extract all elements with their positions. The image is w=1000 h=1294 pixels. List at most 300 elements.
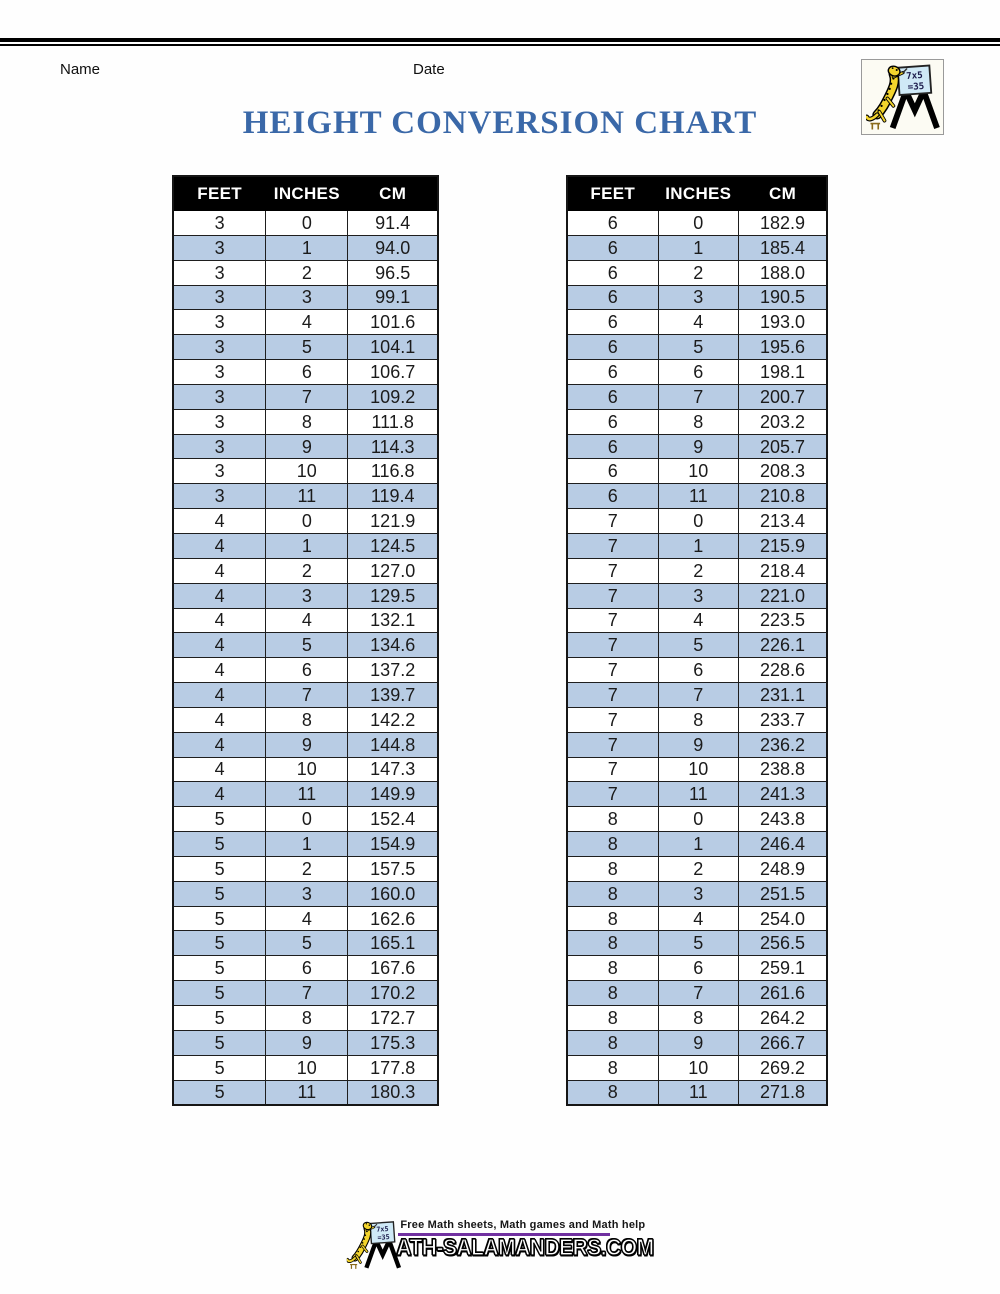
- table-cell: 132.1: [348, 608, 438, 633]
- table-cell: 2: [658, 260, 739, 285]
- table-cell: 6: [266, 658, 348, 683]
- table-cell: 7: [567, 608, 658, 633]
- table-cell: 4: [658, 608, 739, 633]
- table-cell: 208.3: [739, 459, 827, 484]
- table-row: [173, 335, 438, 360]
- table-cell: 259.1: [739, 956, 827, 981]
- table-cell: 238.8: [739, 757, 827, 782]
- table-row: [567, 981, 827, 1006]
- table-cell: 0: [266, 509, 348, 534]
- table-row: [567, 807, 827, 832]
- table-row: [173, 906, 438, 931]
- table-cell: 3: [266, 583, 348, 608]
- table-cell: 5: [173, 981, 266, 1006]
- table-cell: 271.8: [739, 1080, 827, 1105]
- table-cell: 11: [658, 1080, 739, 1105]
- table-cell: 4: [173, 608, 266, 633]
- table-row: [567, 384, 827, 409]
- table-row: [173, 459, 438, 484]
- table-cell: 8: [567, 931, 658, 956]
- table-cell: 10: [658, 757, 739, 782]
- table-cell: 11: [266, 1080, 348, 1105]
- table-row: [173, 658, 438, 683]
- table-row: [173, 310, 438, 335]
- table-cell: 109.2: [348, 384, 438, 409]
- table-cell: 9: [266, 732, 348, 757]
- table-row: [173, 856, 438, 881]
- table-cell: 10: [266, 459, 348, 484]
- table-row: [567, 285, 827, 310]
- column-header-feet: FEET: [567, 176, 658, 211]
- table-cell: 223.5: [739, 608, 827, 633]
- table-cell: 129.5: [348, 583, 438, 608]
- footer-wordmark: ATH-SALAMANDERS.COM: [396, 1235, 654, 1261]
- table-cell: 4: [173, 558, 266, 583]
- table-cell: 5: [266, 335, 348, 360]
- header-rule: [0, 38, 1000, 46]
- name-label: Name: [60, 61, 101, 78]
- table-cell: 7: [567, 732, 658, 757]
- table-cell: 6: [266, 360, 348, 385]
- table-cell: 236.2: [739, 732, 827, 757]
- table-cell: 6: [567, 434, 658, 459]
- table-cell: 3: [173, 260, 266, 285]
- table-cell: 6: [658, 360, 739, 385]
- table-cell: 213.4: [739, 509, 827, 534]
- table-row: [173, 608, 438, 633]
- table-row: [567, 409, 827, 434]
- table-cell: 7: [266, 683, 348, 708]
- table-cell: 5: [173, 906, 266, 931]
- table-cell: 9: [658, 1030, 739, 1055]
- table-cell: 228.6: [739, 658, 827, 683]
- table-cell: 1: [266, 832, 348, 857]
- table-cell: 5: [173, 807, 266, 832]
- table-cell: 4: [266, 608, 348, 633]
- table-row: [173, 832, 438, 857]
- table-cell: 6: [567, 360, 658, 385]
- table-row: [173, 956, 438, 981]
- table-cell: 231.1: [739, 683, 827, 708]
- table-row: [567, 1080, 827, 1105]
- table-row: [173, 583, 438, 608]
- table-cell: 10: [266, 1055, 348, 1080]
- table-row: [567, 459, 827, 484]
- table-cell: 6: [567, 335, 658, 360]
- table-cell: 193.0: [739, 310, 827, 335]
- table-cell: 6: [567, 459, 658, 484]
- table-cell: 167.6: [348, 956, 438, 981]
- table-cell: 9: [658, 434, 739, 459]
- table-cell: 9: [266, 434, 348, 459]
- table-cell: 4: [173, 509, 266, 534]
- table-cell: 6: [567, 384, 658, 409]
- table-cell: 104.1: [348, 335, 438, 360]
- table-cell: 111.8: [348, 409, 438, 434]
- table-cell: 7: [658, 981, 739, 1006]
- table-cell: 233.7: [739, 707, 827, 732]
- table-cell: 116.8: [348, 459, 438, 484]
- table-cell: 5: [658, 931, 739, 956]
- date-label: Date: [413, 61, 445, 78]
- table-cell: 149.9: [348, 782, 438, 807]
- table-cell: 7: [567, 533, 658, 558]
- table-row: [567, 608, 827, 633]
- table-cell: 10: [266, 757, 348, 782]
- table-cell: 7: [567, 707, 658, 732]
- table-cell: 9: [658, 732, 739, 757]
- table-row: [173, 881, 438, 906]
- table-cell: 1: [266, 235, 348, 260]
- table-cell: 8: [567, 1030, 658, 1055]
- table-cell: 0: [658, 211, 739, 236]
- table-cell: 3: [658, 881, 739, 906]
- table-cell: 264.2: [739, 1006, 827, 1031]
- table-cell: 3: [173, 360, 266, 385]
- table-row: [173, 931, 438, 956]
- table-cell: 1: [658, 235, 739, 260]
- table-row: [173, 434, 438, 459]
- table-cell: 3: [173, 235, 266, 260]
- table-row: [173, 707, 438, 732]
- table-cell: 7: [567, 633, 658, 658]
- table-cell: 165.1: [348, 931, 438, 956]
- table-row: [173, 235, 438, 260]
- table-cell: 160.0: [348, 881, 438, 906]
- table-cell: 3: [173, 459, 266, 484]
- table-row: [567, 658, 827, 683]
- table-row: [567, 881, 827, 906]
- table-cell: 7: [567, 683, 658, 708]
- table-row: [173, 360, 438, 385]
- column-header-cm: CM: [348, 176, 438, 211]
- table-cell: 3: [266, 881, 348, 906]
- table-cell: 11: [658, 782, 739, 807]
- table-cell: 3: [266, 285, 348, 310]
- table-cell: 5: [173, 832, 266, 857]
- table-row: [567, 260, 827, 285]
- footer-text-block: [392, 1219, 653, 1259]
- table-cell: 221.0: [739, 583, 827, 608]
- table-cell: 137.2: [348, 658, 438, 683]
- table-cell: 157.5: [348, 856, 438, 881]
- table-cell: 142.2: [348, 707, 438, 732]
- table-row: [567, 509, 827, 534]
- table-cell: 152.4: [348, 807, 438, 832]
- table-cell: 226.1: [739, 633, 827, 658]
- table-row: [567, 856, 827, 881]
- table-row: [567, 707, 827, 732]
- table-cell: 8: [567, 881, 658, 906]
- table-cell: 2: [658, 558, 739, 583]
- table-cell: 5: [173, 931, 266, 956]
- table-cell: 9: [266, 1030, 348, 1055]
- table-cell: 94.0: [348, 235, 438, 260]
- table-row: [567, 360, 827, 385]
- table-cell: 139.7: [348, 683, 438, 708]
- table-cell: 4: [173, 683, 266, 708]
- table-cell: 170.2: [348, 981, 438, 1006]
- table-cell: 8: [567, 832, 658, 857]
- table-cell: 218.4: [739, 558, 827, 583]
- height-conversion-table-left: [172, 175, 439, 1106]
- table-cell: 8: [266, 409, 348, 434]
- table-cell: 210.8: [739, 484, 827, 509]
- table-cell: 261.6: [739, 981, 827, 1006]
- table-cell: 215.9: [739, 533, 827, 558]
- table-cell: 10: [658, 459, 739, 484]
- table-cell: 11: [658, 484, 739, 509]
- table-cell: 127.0: [348, 558, 438, 583]
- table-cell: 4: [658, 310, 739, 335]
- table-cell: 241.3: [739, 782, 827, 807]
- table-cell: 4: [173, 658, 266, 683]
- table-row: [173, 782, 438, 807]
- table-cell: 5: [173, 881, 266, 906]
- table-cell: 4: [266, 310, 348, 335]
- table-cell: 11: [266, 484, 348, 509]
- table-row: [567, 732, 827, 757]
- table-row: [567, 533, 827, 558]
- table-row: [567, 683, 827, 708]
- table-row: [567, 235, 827, 260]
- table-cell: 106.7: [348, 360, 438, 385]
- table-row: [173, 633, 438, 658]
- height-conversion-table-right: [566, 175, 828, 1106]
- table-cell: 3: [658, 285, 739, 310]
- table-cell: 190.5: [739, 285, 827, 310]
- table-cell: 6: [567, 285, 658, 310]
- table-cell: 5: [173, 1055, 266, 1080]
- table-cell: 101.6: [348, 310, 438, 335]
- table-cell: 185.4: [739, 235, 827, 260]
- table-cell: 134.6: [348, 633, 438, 658]
- table-cell: 121.9: [348, 509, 438, 534]
- table-cell: 119.4: [348, 484, 438, 509]
- table-row: [173, 1055, 438, 1080]
- table-row: [567, 832, 827, 857]
- table-cell: 5: [658, 335, 739, 360]
- table-cell: 0: [658, 807, 739, 832]
- table-cell: 177.8: [348, 1055, 438, 1080]
- table-cell: 188.0: [739, 260, 827, 285]
- table-cell: 7: [266, 384, 348, 409]
- table-header-row: [567, 176, 827, 211]
- table-row: [173, 1006, 438, 1031]
- table-row: [173, 757, 438, 782]
- table-cell: 6: [266, 956, 348, 981]
- table-cell: 7: [567, 757, 658, 782]
- table-cell: 266.7: [739, 1030, 827, 1055]
- table-row: [567, 583, 827, 608]
- table-cell: 8: [658, 707, 739, 732]
- table-cell: 5: [266, 633, 348, 658]
- table-row: [567, 558, 827, 583]
- table-cell: 7: [567, 658, 658, 683]
- table-cell: 144.8: [348, 732, 438, 757]
- table-cell: 6: [567, 484, 658, 509]
- table-cell: 3: [173, 310, 266, 335]
- table-cell: 5: [266, 931, 348, 956]
- page-title: HEIGHT CONVERSION CHART: [242, 105, 758, 141]
- table-cell: 8: [567, 856, 658, 881]
- table-header-row: [173, 176, 438, 211]
- table-cell: 6: [567, 235, 658, 260]
- table-cell: 205.7: [739, 434, 827, 459]
- table-cell: 8: [567, 1055, 658, 1080]
- table-cell: 8: [658, 409, 739, 434]
- table-cell: 6: [567, 211, 658, 236]
- table-cell: 180.3: [348, 1080, 438, 1105]
- table-cell: 4: [173, 707, 266, 732]
- table-cell: 2: [266, 558, 348, 583]
- table-cell: 251.5: [739, 881, 827, 906]
- table-cell: 7: [658, 384, 739, 409]
- table-cell: 11: [266, 782, 348, 807]
- table-cell: 7: [567, 583, 658, 608]
- table-cell: 248.9: [739, 856, 827, 881]
- table-cell: 147.3: [348, 757, 438, 782]
- table-cell: 4: [173, 757, 266, 782]
- table-row: [173, 1080, 438, 1105]
- table-cell: 254.0: [739, 906, 827, 931]
- table-cell: 2: [658, 856, 739, 881]
- table-row: [173, 558, 438, 583]
- table-cell: 4: [173, 782, 266, 807]
- footer: [0, 1219, 1000, 1270]
- table-row: [173, 211, 438, 236]
- table-row: [567, 434, 827, 459]
- table-cell: 1: [658, 832, 739, 857]
- table-cell: 7: [567, 558, 658, 583]
- table-cell: 8: [567, 1080, 658, 1105]
- table-cell: 172.7: [348, 1006, 438, 1031]
- table-row: [567, 484, 827, 509]
- table-cell: 3: [173, 285, 266, 310]
- table-cell: 182.9: [739, 211, 827, 236]
- table-row: [173, 981, 438, 1006]
- table-cell: 3: [173, 384, 266, 409]
- table-row: [567, 782, 827, 807]
- table-cell: 8: [567, 906, 658, 931]
- footer-tagline: Free Math sheets, Math games and Math help: [400, 1219, 646, 1231]
- table-cell: 124.5: [348, 533, 438, 558]
- table-row: [173, 533, 438, 558]
- table-cell: 243.8: [739, 807, 827, 832]
- table-cell: 3: [173, 409, 266, 434]
- table-cell: 5: [173, 1006, 266, 1031]
- table-row: [173, 285, 438, 310]
- table-cell: 6: [567, 260, 658, 285]
- table-cell: 0: [266, 211, 348, 236]
- table-row: [567, 1006, 827, 1031]
- table-cell: 8: [567, 981, 658, 1006]
- table-cell: 7: [658, 683, 739, 708]
- table-cell: 8: [658, 1006, 739, 1031]
- table-cell: 5: [173, 1030, 266, 1055]
- table-row: [567, 931, 827, 956]
- table-cell: 8: [567, 1006, 658, 1031]
- table-cell: 7: [567, 509, 658, 534]
- table-row: [567, 211, 827, 236]
- table-cell: 2: [266, 260, 348, 285]
- table-cell: 8: [266, 1006, 348, 1031]
- table-cell: 0: [658, 509, 739, 534]
- table-cell: 7: [266, 981, 348, 1006]
- table-cell: 10: [658, 1055, 739, 1080]
- table-row: [173, 384, 438, 409]
- table-cell: 91.4: [348, 211, 438, 236]
- table-cell: 4: [173, 732, 266, 757]
- table-cell: 4: [173, 633, 266, 658]
- table-cell: 256.5: [739, 931, 827, 956]
- table-cell: 7: [567, 782, 658, 807]
- table-cell: 6: [567, 409, 658, 434]
- table-cell: 5: [173, 956, 266, 981]
- table-cell: 3: [658, 583, 739, 608]
- table-row: [567, 1030, 827, 1055]
- table-cell: 1: [658, 533, 739, 558]
- table-cell: 5: [658, 633, 739, 658]
- table-cell: 269.2: [739, 1055, 827, 1080]
- table-cell: 203.2: [739, 409, 827, 434]
- table-cell: 175.3: [348, 1030, 438, 1055]
- table-cell: 4: [266, 906, 348, 931]
- table-cell: 4: [173, 533, 266, 558]
- table-row: [567, 757, 827, 782]
- table-cell: 4: [173, 583, 266, 608]
- table-cell: 8: [567, 956, 658, 981]
- table-cell: 8: [567, 807, 658, 832]
- table-cell: 3: [173, 335, 266, 360]
- table-cell: 0: [266, 807, 348, 832]
- table-row: [567, 906, 827, 931]
- column-header-cm: CM: [739, 176, 827, 211]
- table-cell: 154.9: [348, 832, 438, 857]
- table-cell: 198.1: [739, 360, 827, 385]
- table-cell: 6: [658, 658, 739, 683]
- table-row: [567, 1055, 827, 1080]
- table-row: [173, 683, 438, 708]
- table-row: [173, 732, 438, 757]
- table-cell: 200.7: [739, 384, 827, 409]
- table-cell: 5: [173, 856, 266, 881]
- table-row: [567, 310, 827, 335]
- table-cell: 5: [173, 1080, 266, 1105]
- table-row: [173, 409, 438, 434]
- table-row: [173, 807, 438, 832]
- table-row: [567, 633, 827, 658]
- table-cell: 3: [173, 211, 266, 236]
- table-cell: 3: [173, 434, 266, 459]
- table-cell: 99.1: [348, 285, 438, 310]
- table-cell: 6: [658, 956, 739, 981]
- table-cell: 4: [658, 906, 739, 931]
- table-cell: 1: [266, 533, 348, 558]
- column-header-feet: FEET: [173, 176, 266, 211]
- table-cell: 8: [266, 707, 348, 732]
- table-cell: 246.4: [739, 832, 827, 857]
- table-cell: 162.6: [348, 906, 438, 931]
- table-row: [173, 484, 438, 509]
- table-cell: 6: [567, 310, 658, 335]
- table-cell: 3: [173, 484, 266, 509]
- table-cell: 2: [266, 856, 348, 881]
- table-row: [173, 260, 438, 285]
- column-header-inches: INCHES: [658, 176, 739, 211]
- table-cell: 195.6: [739, 335, 827, 360]
- table-row: [173, 1030, 438, 1055]
